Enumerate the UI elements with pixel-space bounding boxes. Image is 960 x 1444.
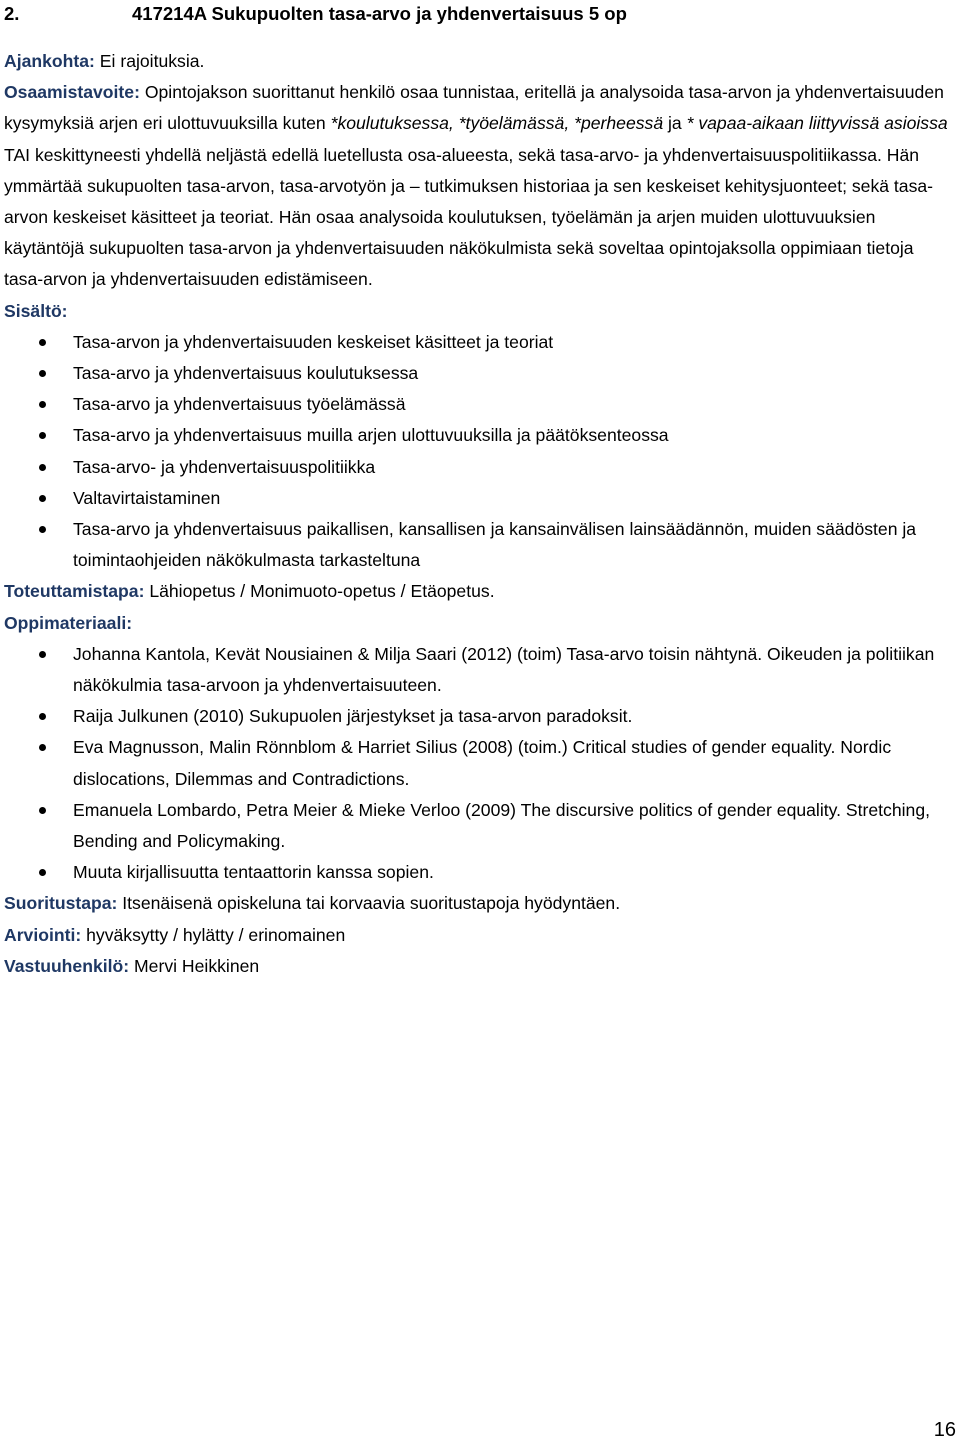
bullet-icon (39, 807, 46, 814)
list-item-text: Raija Julkunen (2010) Sukupuolen järjestykset ja tasa-arvon paradoksit. (73, 706, 633, 727)
bullet-icon (39, 370, 46, 377)
ajankohta-label: Ajankohta: (4, 51, 95, 71)
list-item-text: Tasa-arvo ja yhdenvertaisuus muilla arjen ulottuvuuksilla ja päätöksenteossa (73, 425, 669, 446)
suoritustapa-line (4, 888, 956, 919)
list-item (4, 483, 956, 514)
list-item (4, 701, 956, 732)
suoritustapa-label: Suoritustapa: (4, 893, 118, 914)
osaamistavoite-text-3: TAI keskittyneesti yhdellä neljästä edellä luetellusta osa-alueesta, sekä tasa-arvo- ja yhdenvertaisuuspolitiikassa. Hän ymmärtää sukupuolten tasa-arvon, tasa-arvotyön ja – tutkimuksen historiaa ja sen keskeiset kehitysjuonteet; sekä tasa-arvon keskeiset käsitteet ja teoriat. Hän osaa analysoida koulutuksen, työelämän ja arjen muiden ulottuvuuksien käytäntöjä sukupuolten tasa-arvon ja yhdenvertaisuuden näkökulmista sekä soveltaa opintojaksolla oppimiaan tietoja tasa-arvon ja yhdenvertaisuuden edistämiseen. (4, 144, 934, 290)
suoritustapa-value: Itsenäisenä opiskeluna tai korvaavia suoritustapoja hyödyntäen. (117, 893, 621, 914)
list-item (4, 358, 956, 389)
osaamistavoite-emphasis-1: *koulutuksessa, *työelämässä, *perheessä (330, 113, 664, 134)
bullet-icon (39, 526, 46, 533)
arviointi-label: Arviointi: (4, 924, 82, 945)
list-item-text: Tasa-arvo ja yhdenvertaisuus koulutuksessa (73, 363, 419, 384)
bullet-icon (39, 401, 46, 408)
ajankohta-line (4, 46, 956, 77)
list-item (4, 639, 956, 701)
bullet-icon (39, 713, 46, 720)
sisalto-heading (4, 296, 956, 327)
page-number: 16 (933, 1419, 956, 1441)
toteuttamistapa-label: Toteuttamistapa: (4, 581, 145, 602)
list-item-text: Tasa-arvon ja yhdenvertaisuuden keskeiset käsitteet ja teoriat (73, 331, 554, 352)
bullet-icon (39, 744, 46, 751)
section-title: 417214A Sukupuolten tasa-arvo ja yhdenvertaisuus 5 op (132, 3, 627, 24)
list-item-text: Emanuela Lombardo, Petra Meier & Mieke Verloo (2009) The discursive politics of gender equality. Stretching, Bending and Policymaking. (73, 799, 930, 852)
document-page (4, 0, 956, 982)
bullet-icon (39, 464, 46, 471)
list-item-text: Tasa-arvo- ja yhdenvertaisuuspolitiikka (73, 456, 376, 477)
arviointi-line (4, 920, 956, 951)
list-item (4, 857, 956, 888)
bullet-icon (39, 339, 46, 346)
osaamistavoite-paragraph (4, 77, 956, 295)
osaamistavoite-text-2: ja (663, 113, 687, 134)
list-item (4, 327, 956, 358)
osaamistavoite-text-1: Opintojakson suorittanut henkilö osaa tunnistaa, eritellä ja analysoida tasa-arvon ja yhdenvertaisuuden kysymyksiä arjen eri ulottuvuuksilla kuten (4, 82, 944, 134)
sisalto-label: Sisältö: (4, 300, 68, 321)
list-item (4, 420, 956, 451)
oppimateriaali-label: Oppimateriaali: (4, 612, 133, 633)
osaamistavoite-emphasis-2: * vapaa-aikaan liittyvissä asioissa (686, 113, 948, 134)
arviointi-value: hyväksytty / hylätty / erinomainen (81, 924, 346, 945)
vastuuhenkilo-label: Vastuuhenkilö: (4, 955, 130, 976)
toteuttamistapa-line (4, 576, 956, 607)
vastuuhenkilo-line (4, 951, 956, 982)
list-item-text: Johanna Kantola, Kevät Nousiainen & Milja Saari (2012) (toim) Tasa-arvo toisin nähtynä. Oikeuden ja politiikan näkökulmia tasa-arvoon ja yhdenvertaisuuteen. (73, 643, 935, 696)
oppimateriaali-heading (4, 608, 956, 639)
list-item-text: Tasa-arvo ja yhdenvertaisuus työelämässä (73, 394, 406, 415)
list-item (4, 732, 956, 794)
sisalto-list (4, 327, 956, 577)
list-item-text: Muuta kirjallisuutta tentaattorin kanssa sopien. (73, 862, 434, 883)
list-item (4, 389, 956, 420)
list-item-text: Eva Magnusson, Malin Rönnblom & Harriet Silius (2008) (toim.) Critical studies of gender equality. Nordic dislocations, Dilemmas and Contradictions. (73, 737, 892, 789)
list-item (4, 514, 956, 576)
bullet-icon (39, 432, 46, 439)
osaamistavoite-label: Osaamistavoite: (4, 82, 140, 103)
vastuuhenkilo-value: Mervi Heikkinen (129, 955, 260, 976)
section-number: 2. (4, 3, 20, 24)
oppimateriaali-list (4, 639, 956, 889)
list-item-text: Valtavirtaistaminen (73, 487, 221, 508)
toteuttamistapa-value: Lähiopetus / Monimuoto-opetus / Etäopetus. (144, 581, 495, 602)
list-item (4, 795, 956, 857)
bullet-icon (39, 495, 46, 502)
bullet-icon (39, 651, 46, 658)
section-heading (4, 0, 956, 27)
list-item-text: Tasa-arvo ja yhdenvertaisuus paikallisen, kansallisen ja kansainvälisen lainsäädännön, muiden säädösten ja toimintaohjeiden näkökulmasta tarkasteltuna (73, 519, 917, 571)
list-item (4, 452, 956, 483)
bullet-icon (39, 869, 46, 876)
ajankohta-value: Ei rajoituksia. (94, 51, 205, 71)
